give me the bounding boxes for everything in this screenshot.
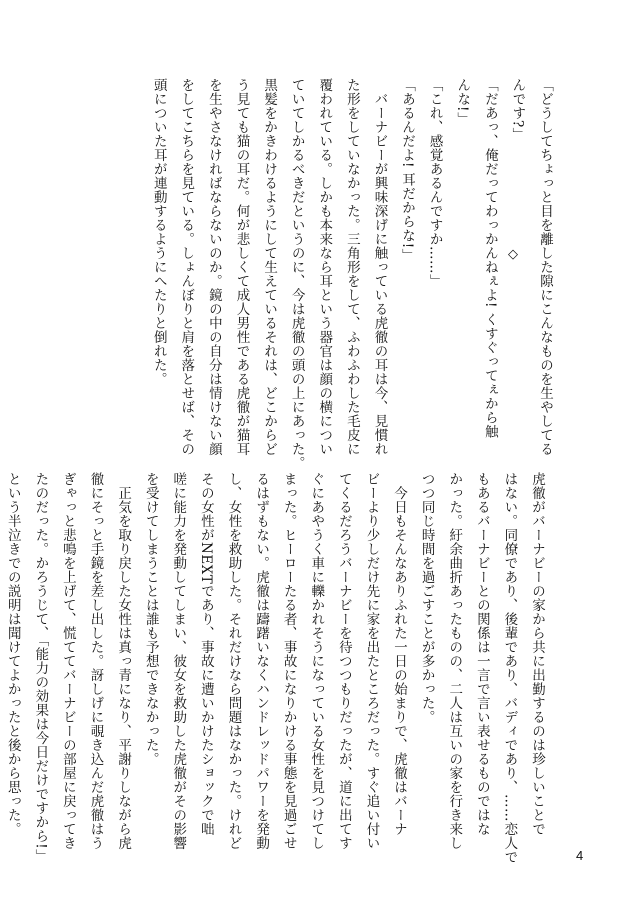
text-line: を生やさなければならないのか。鏡の中の自分は情けない顔 [205,78,222,456]
text-line: た形をしていなかった。三角形をして、ふわふわした毛皮に [343,78,360,456]
text-line: 嗟に能力を発動してしまい、彼女を救助した虎徹がその影響 [170,472,187,850]
text-line: ビーより少しだけ先に家を出たところだった。すぐ追い付い [363,472,380,850]
text-line: 「あるんだよ! 耳だからな!」 [399,78,416,263]
lower-text-block [4,472,550,864]
text-line: んな!」 [454,78,471,126]
text-line: 徹にそっと手鏡を差し出した。訝しげに覗き込んだ虎徹はう [87,472,104,850]
text-line: つつ同じ時間を過ごすことが多かった。 [418,472,435,724]
text-line: ぐにあやうく車に轢かれそうになっている女性を見つけてし [308,472,325,850]
text-line: う見ても猫の耳だ。何が悲しくて成人男性である虎徹が猫耳 [233,78,250,456]
text-line: 「だあっ、俺だってわっかんねぇよ! くすぐってぇから触 [481,78,498,439]
text-line: たのだった。かろうじて、「能力の効果は今日だけですから!」 [32,472,49,864]
text-line: を受けてしまうことは誰も予想できなかった。 [142,472,159,766]
text-line: もあるバーナビーとの関係は一言で言い表せるものではな [473,472,490,836]
upper-text-block [150,78,558,470]
text-line: バーナビーが興味深げに触っている虎徹の耳は今、見慣れ [371,78,388,456]
text-line: 覆われている。しかも本来なら耳という器官は顔の横につい [316,78,333,456]
text-line: 「これ、感覚あるんですか……」 [426,78,443,288]
text-line: 虎徹がバーナビーの家から共に出勤するのは珍しいことで [529,472,545,836]
text-line: その女性がNEXTであり、事故に遭いかけたショックで咄 [197,472,214,837]
text-line: をしてこちらを見ている。しょんぼりと肩を落とせば、その [178,78,195,456]
section-diamond-icon: ◇ [508,247,518,262]
text-line: 「どうしてちょっと目を離した隙にこんなものを生やしてる [537,78,553,456]
text-line: 黒髪をかきわけるようにして生えているそれは、どこからど [261,78,278,456]
text-line: ぎゃっと悲鳴を上げて、慌ててバーナビーの部屋に戻ってき [59,472,76,850]
text-line: てくるだろうバーナビーを待つつもりだったが、道に出てす [335,472,352,850]
text-line: はない。同僚であり、後輩であり、バディであり、……恋人で [501,472,518,864]
text-line: 正気を取り戻した女性は真っ青になり、平謝りしながら虎 [115,472,132,850]
text-line: かった。紆余曲折あったものの、二人は互いの家を行き来し [446,472,463,850]
text-line: んです?」 [509,78,526,142]
text-line: ていてしかるべきだというのに、今は虎徹の頭の上にあった。 [288,78,305,470]
text-line: 今日もそんなありふれた一日の始まりで、虎徹はバーナ [391,472,408,836]
text-line: 頭についた耳が連動するようにへたりと倒れた。 [150,78,167,386]
text-line: るはずもない。虎徹は躊躇いなくハンドレッドパワーを発動 [253,472,270,850]
text-line: し、女性を救助した。それだけなら問題はなかった。けれど [225,472,242,850]
text-line: という半泣きでの説明は聞けてよかったと後から思った。 [4,472,21,836]
page-number: 4 [576,848,584,863]
text-line: まった。ヒーローたる者、事故になりかける事態を見過ごせ [280,472,297,850]
